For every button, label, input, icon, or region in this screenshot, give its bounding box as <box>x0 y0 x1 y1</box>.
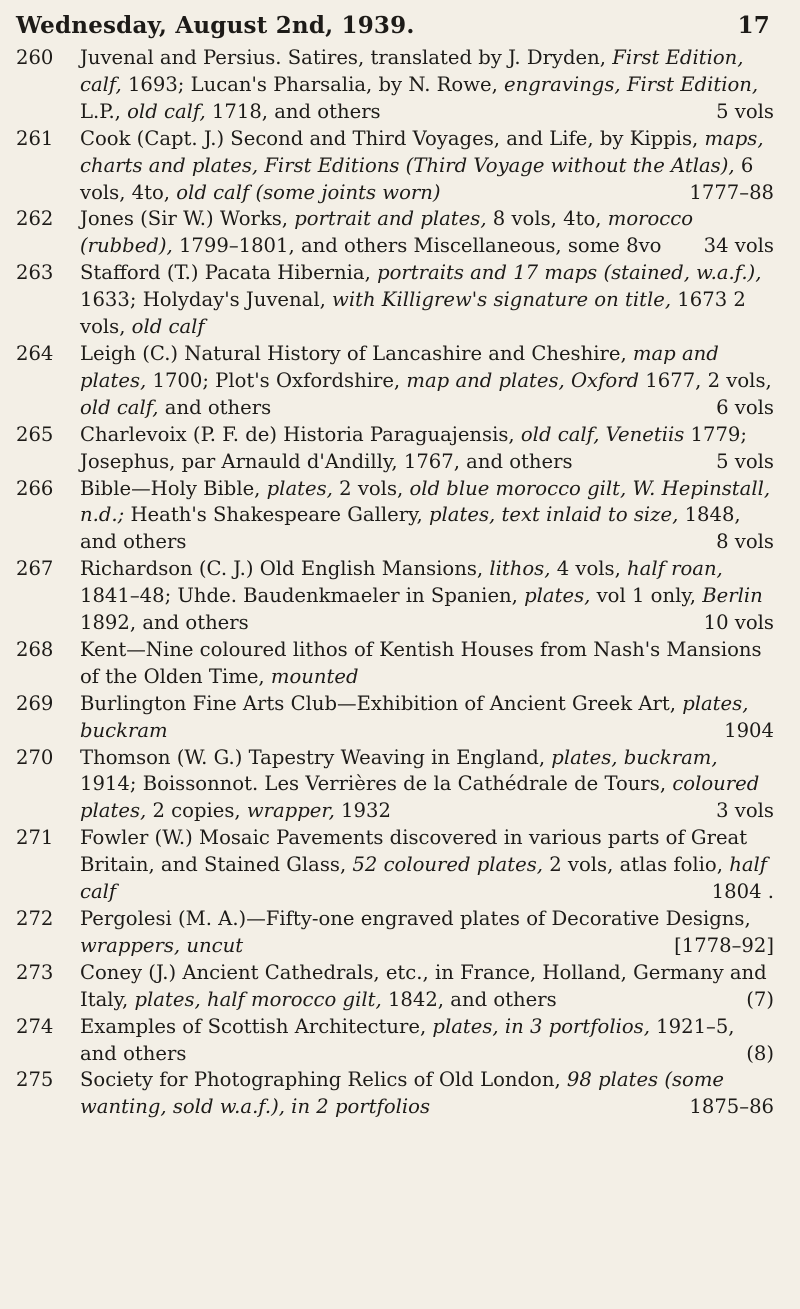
text-run: Society for Photographing Relics of Old London, <box>80 1068 567 1092</box>
italic-text: old blue morocco gilt, W. Hepinstall, n.d.; <box>80 476 771 527</box>
text-run: Juvenal and Persius. Satires, translated by J. Dryden, <box>80 46 613 69</box>
text-run: Coney (J.) Ancient Cathedrals, etc., in France, Holland, Germany and Italy, <box>80 960 767 1011</box>
text-run: Charlevoix (P. F. de) Historia Paraguajensis, <box>80 422 521 446</box>
lot-quantity: (8) <box>746 1041 774 1065</box>
text-run: Burlington Fine Arts Club—Exhibition of Ancient Greek Art, <box>80 691 683 715</box>
lot-number: 269 <box>16 691 54 715</box>
text-run: 1799–1801, and others Miscellaneous, some 8vo <box>172 234 662 258</box>
text-run: 1718, and others <box>205 99 381 123</box>
text-run: 1842, and others <box>381 987 557 1011</box>
lot-number: 262 <box>16 207 54 231</box>
lot-description <box>80 476 774 557</box>
text-run: and others <box>158 395 272 419</box>
italic-text: old calf, <box>80 395 159 419</box>
lot-quantity: 1875–86 <box>689 1095 774 1119</box>
text-run: Jones (Sir W.) Works, <box>80 207 295 231</box>
lot-entry <box>16 206 774 260</box>
text-run: Kent—Nine coloured lithos of Kentish Houses from Nash's Mansions of the Olden Time, <box>80 637 762 688</box>
lot-number: 263 <box>16 261 54 285</box>
text-run: 1677, 2 vols, <box>639 368 772 392</box>
lot-entry <box>16 556 774 637</box>
lot-quantity: 8 vols <box>716 530 774 554</box>
lot-quantity: 5 vols <box>716 449 774 473</box>
lot-quantity: 10 vols <box>703 611 774 635</box>
lot-entry <box>16 341 774 422</box>
text-run: 8 vols, 4to, <box>486 207 608 231</box>
italic-text: half roan, <box>627 557 723 581</box>
text-run: 2 vols, atlas folio, <box>543 853 730 877</box>
italic-text: plates, in 3 portfolios, <box>432 1014 650 1038</box>
text-run: Leigh (C.) Natural History of Lancashire and Cheshire, <box>80 341 633 365</box>
lot-entry <box>16 126 774 207</box>
lot-description <box>80 260 774 341</box>
lot-description <box>80 206 774 260</box>
italic-text: 52 coloured plates, <box>352 853 543 877</box>
italic-text: portrait and plates, <box>294 207 487 231</box>
lot-description <box>80 1014 774 1068</box>
text-run: 1693; Lucan's Pharsalia, by N. Rowe, <box>121 72 505 96</box>
italic-text: plates, <box>266 476 333 500</box>
italic-text: plates, half morocco gilt, <box>134 987 382 1011</box>
text-run: 2 copies, <box>146 799 247 823</box>
lot-number: 260 <box>16 46 54 69</box>
italic-text: wrappers, uncut <box>80 933 244 957</box>
italic-text: old calf <box>131 315 205 339</box>
lot-number: 270 <box>16 745 54 769</box>
text-run: 1848, and others <box>80 503 741 554</box>
lot-quantity: 1777–88 <box>689 180 774 204</box>
text-run: Fowler (W.) Mosaic Pavements discovered in various parts of Great Britain, and Stained Glass, <box>80 826 748 877</box>
lot-number: 271 <box>16 826 54 850</box>
italic-text: engravings, First Edition, <box>504 72 759 96</box>
lot-number: 275 <box>16 1068 54 1092</box>
lot-number: 267 <box>16 557 54 581</box>
italic-text: portraits and 17 maps (stained, w.a.f.), <box>377 261 762 285</box>
text-run: 1932 <box>334 799 391 823</box>
text-run: 2 vols, <box>332 476 410 500</box>
text-run: vol 1 only, <box>590 584 703 608</box>
lot-entry <box>16 745 774 826</box>
italic-text: First Edition, calf, <box>80 46 744 96</box>
text-run: 1892, and others <box>80 611 249 635</box>
lot-number: 266 <box>16 476 54 500</box>
lot-description <box>80 825 774 906</box>
italic-text: map and plates, Oxford <box>406 368 640 392</box>
page-number: 17 <box>737 12 770 39</box>
text-run: L.P., <box>80 99 128 123</box>
italic-text: Berlin <box>702 584 763 608</box>
text-run: Heath's Shakespeare Gallery, <box>124 503 429 527</box>
italic-text: plates, text inlaid to size, <box>429 503 679 527</box>
italic-text: old calf, Venetiis <box>520 422 685 446</box>
italic-text: old calf (some joints worn) <box>176 180 441 204</box>
lot-entry <box>16 45 774 126</box>
italic-text: maps, charts and plates, First Editions (Third Voyage without the Atlas), <box>80 126 764 177</box>
text-run: 1779; Josephus, par Arnauld d'Andilly, 1767, and others <box>80 422 747 473</box>
lot-entry <box>16 476 774 557</box>
sale-date: Wednesday, August 2nd, 1939. <box>16 12 415 39</box>
text-run: 6 vols, 4to, <box>80 153 754 204</box>
italic-text: plates, <box>524 584 591 608</box>
text-run: Pergolesi (M. A.)—Fifty-one engraved plates of Decorative Designs, <box>80 907 751 930</box>
text-run: Stafford (T.) Pacata Hibernia, <box>80 261 378 285</box>
italic-text: with Killigrew's signature on title, <box>332 288 672 312</box>
text-run: 1921–5, and others <box>80 1014 735 1065</box>
lot-list <box>16 45 774 1121</box>
italic-text: old calf, <box>127 99 206 123</box>
italic-text: coloured plates, <box>80 772 760 823</box>
lot-quantity: (7) <box>746 987 774 1011</box>
lot-quantity: [1778–92] <box>674 933 774 957</box>
lot-number: 273 <box>16 960 54 984</box>
text-run: Thomson (W. G.) Tapestry Weaving in England, <box>80 745 552 769</box>
lot-number: 272 <box>16 907 54 930</box>
lot-quantity: 6 vols <box>716 395 774 419</box>
lot-number: 274 <box>16 1014 54 1038</box>
lot-description <box>80 691 774 745</box>
lot-description <box>80 341 774 422</box>
lot-entry <box>16 1014 774 1068</box>
lot-description <box>80 960 774 1014</box>
lot-quantity: 5 vols <box>716 99 774 123</box>
lot-description <box>80 556 774 637</box>
text-run: 1914; Boissonnot. Les Verrières de la Cathédrale de Tours, <box>80 772 673 796</box>
italic-text: wrapper, <box>246 799 335 823</box>
text-run: 1633; Holyday's Juvenal, <box>80 288 333 312</box>
lot-number: 264 <box>16 341 54 365</box>
lot-number: 268 <box>16 637 54 661</box>
lot-description <box>80 745 774 826</box>
text-run: Bible—Holy Bible, <box>80 476 267 500</box>
italic-text: map and plates, <box>80 341 719 392</box>
lot-entry <box>16 825 774 906</box>
italic-text: half calf <box>80 853 768 904</box>
lot-description <box>80 422 774 476</box>
lot-entry <box>16 691 774 745</box>
italic-text: plates, buckram <box>80 691 749 742</box>
lot-quantity: 3 vols <box>716 799 774 823</box>
italic-text: mounted <box>270 664 359 688</box>
text-run: Examples of Scottish Architecture, <box>80 1014 433 1038</box>
italic-text: 98 plates (some wanting, sold w.a.f.), in 2 portfolios <box>80 1068 724 1119</box>
italic-text: morocco (rubbed), <box>80 207 694 258</box>
text-run: 4 vols, <box>550 557 628 581</box>
text-run: 1700; Plot's Oxfordshire, <box>146 368 407 392</box>
italic-text: plates, buckram, <box>551 745 718 769</box>
italic-text: lithos, <box>489 557 551 581</box>
lot-quantity: 1804 . <box>711 880 774 904</box>
lot-description <box>80 637 774 691</box>
text-run: Cook (Capt. J.) Second and Third Voyages, and Life, by Kippis, <box>80 126 705 150</box>
text-run: 1673 2 vols, <box>80 288 746 339</box>
lot-entry <box>16 1067 774 1121</box>
lot-quantity: 1904 <box>724 718 774 742</box>
lot-entry <box>16 906 774 960</box>
lot-quantity: 34 vols <box>703 234 774 258</box>
lot-entry <box>16 637 774 691</box>
lot-description <box>80 906 774 960</box>
text-run: Richardson (C. J.) Old English Mansions, <box>80 557 490 581</box>
lot-description <box>80 126 774 207</box>
lot-number: 261 <box>16 126 54 150</box>
lot-number: 265 <box>16 422 54 446</box>
lot-description <box>80 45 774 126</box>
text-run: 1841–48; Uhde. Baudenkmaeler in Spanien, <box>80 584 525 608</box>
lot-entry <box>16 960 774 1014</box>
page-header <box>16 12 774 39</box>
lot-description <box>80 1067 774 1121</box>
lot-entry <box>16 260 774 341</box>
lot-entry <box>16 422 774 476</box>
